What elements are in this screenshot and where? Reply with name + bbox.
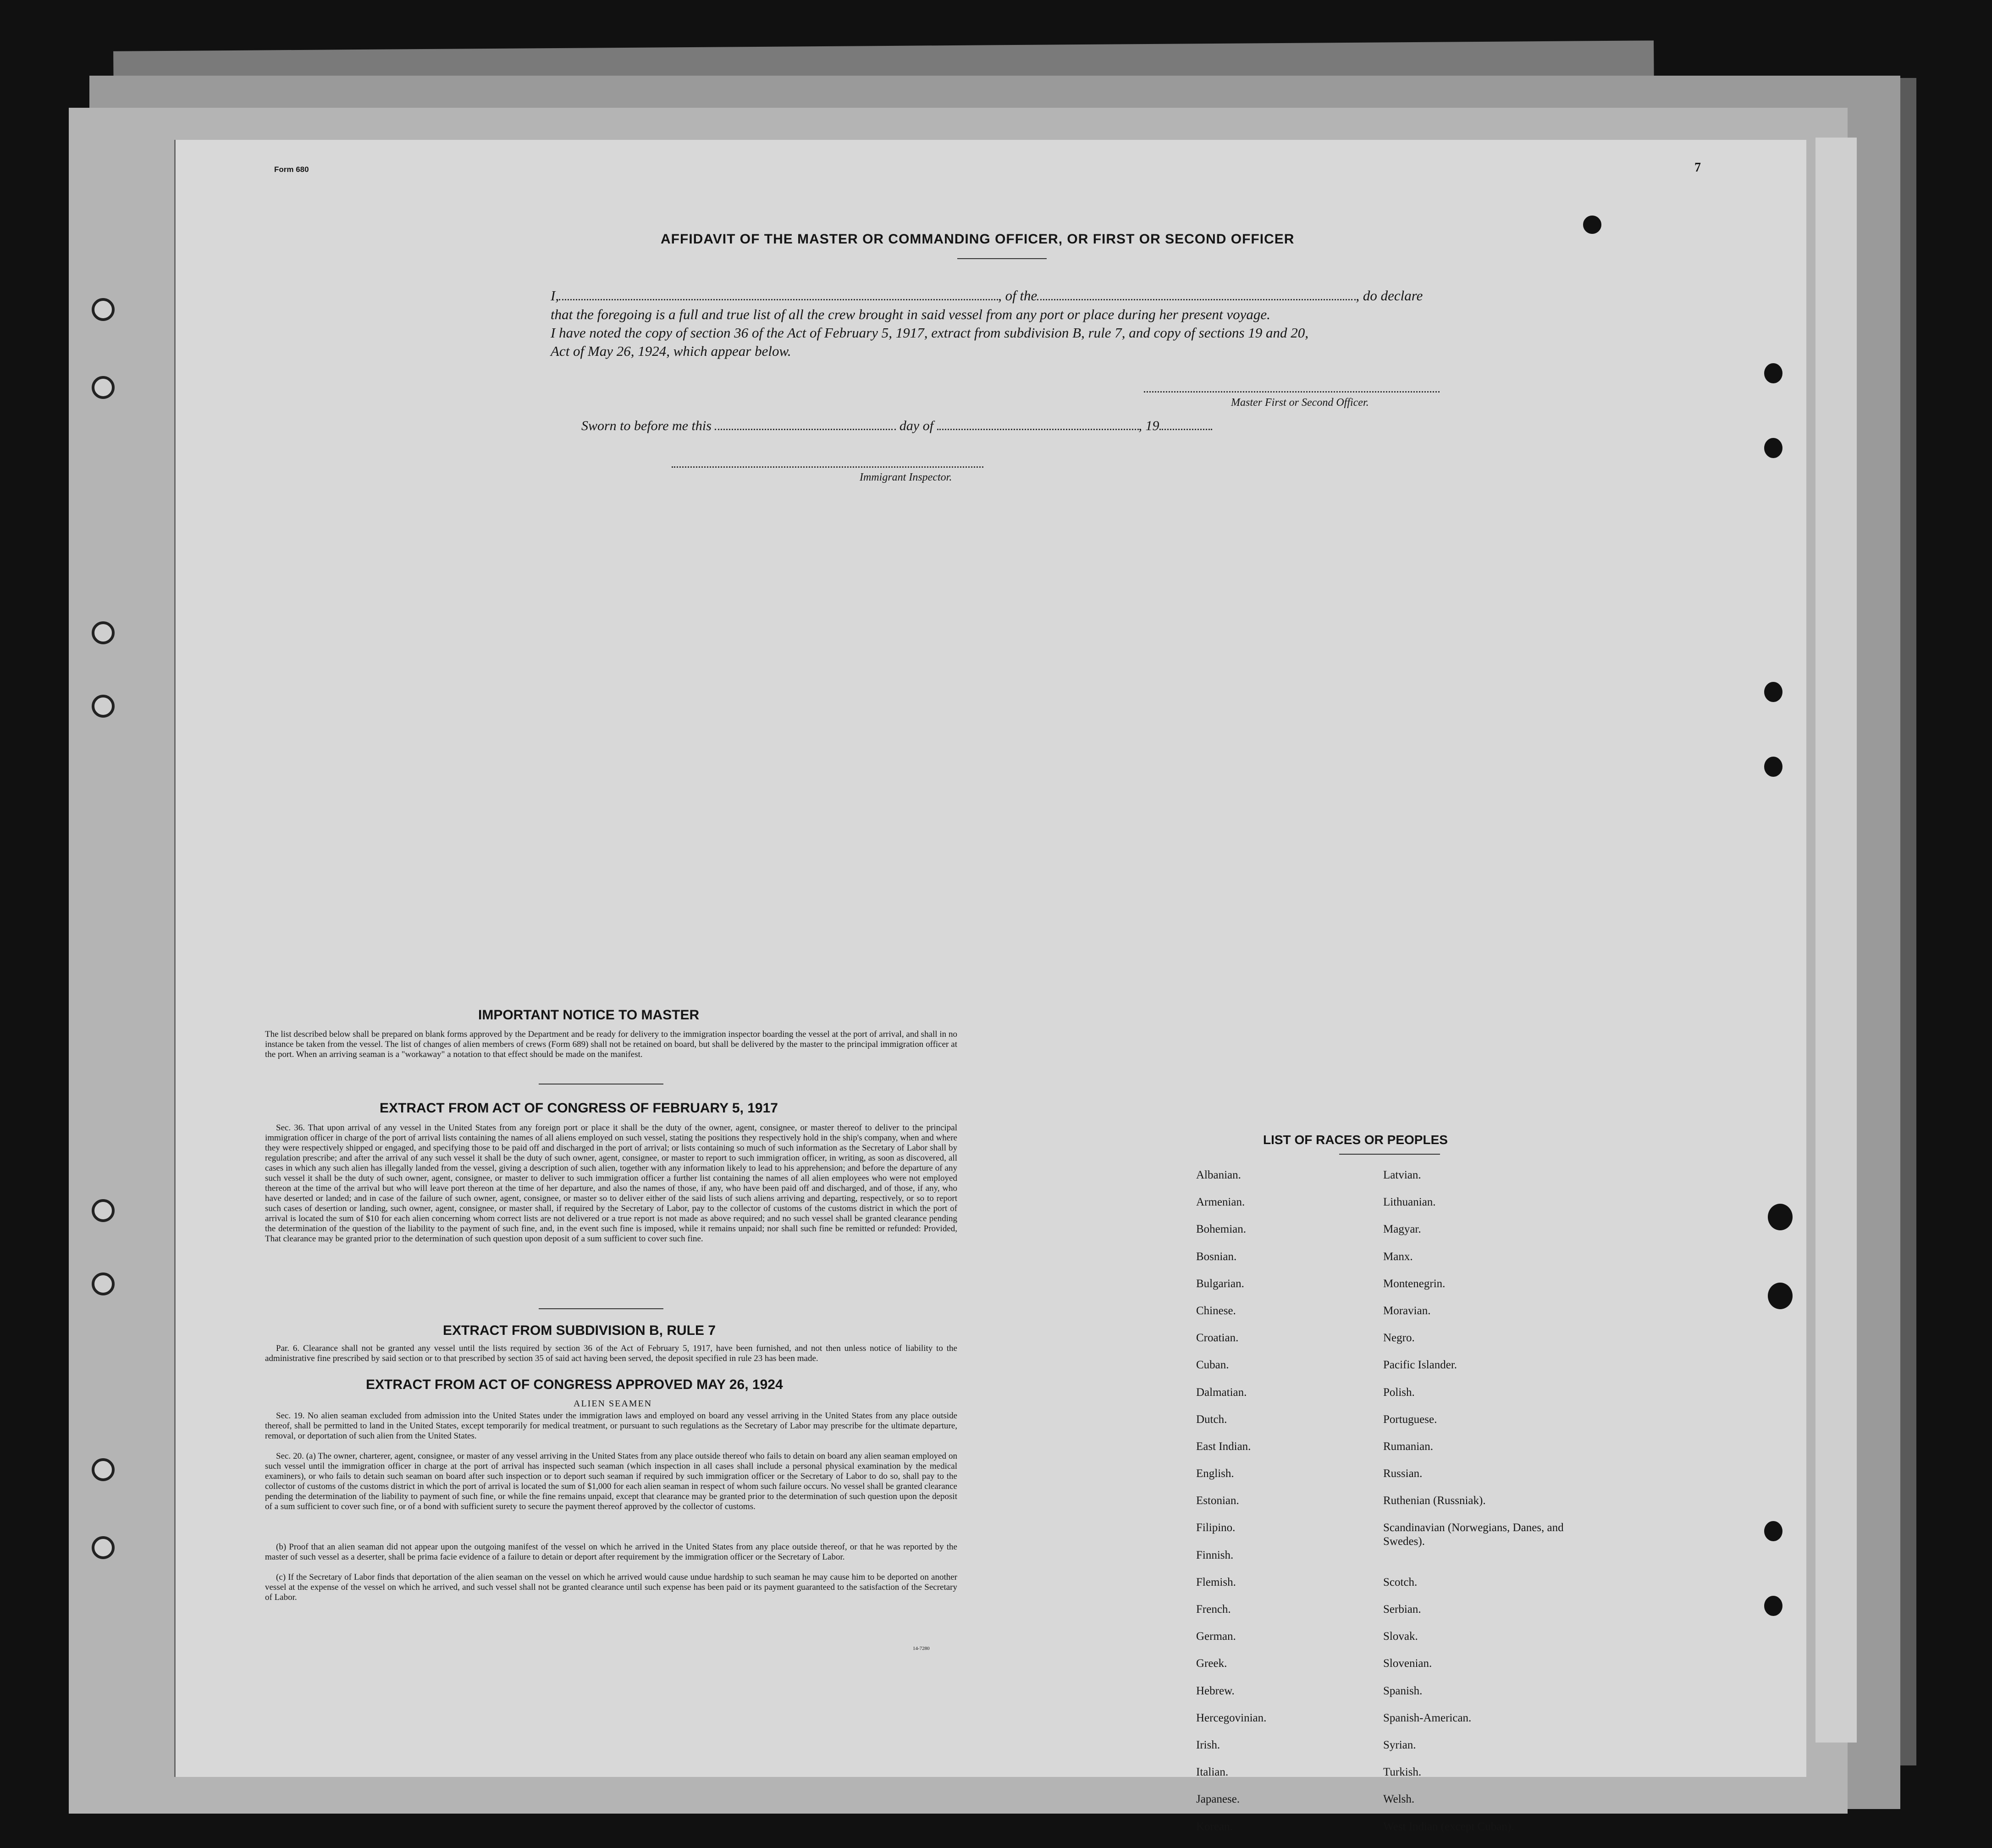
race-item: West Indian (except Cuban). — [1383, 1820, 1514, 1833]
binder-hole — [92, 1199, 115, 1222]
affidavit-of-the: , of the — [998, 288, 1037, 304]
extract-1924-sec-20a: Sec. 20. (a) The owner, charterer, agent, consignee, or master of any vessel arriving in the United States from any place outside thereof who fails to detain on board any alien seaman employed on such vessel until the immigration officer in charge at the port of arrival has inspected such seaman (which inspection in all cases shall include a personal physical examination by the medical examiners), or who fails to detain such seaman on board after such inspection or to deport such seaman if required by such immigration officer or the Secretary of Labor to do so, shall pay to the collector of customs of the customs district in which the port of arrival is located the sum of $1,000 for each alien seaman in respect of whom such failure occurs. No vessel shall be granted clearance pending the determination of the liability to payment of such fine, or while the fine remains unpaid, except that clearance may be granted prior to the determination of such question upon the deposit of a sum sufficient to cover such fine, or of a bond with sufficient surety to secure the payment thereof approved by the collector of customs. — [265, 1451, 957, 1511]
punch-hole — [1764, 757, 1782, 777]
race-item: Bulgarian. — [1196, 1277, 1244, 1290]
binder-hole — [92, 1458, 115, 1481]
race-item: Turkish. — [1383, 1766, 1422, 1779]
binder-hole — [92, 621, 115, 644]
race-item: Estonian. — [1196, 1494, 1239, 1507]
race-item: Filipino. — [1196, 1522, 1236, 1534]
race-item: Spanish-American. — [1383, 1711, 1472, 1724]
races-column-1 — [1196, 1168, 1266, 1847]
race-item: English. — [1196, 1467, 1234, 1480]
rule-7-heading: EXTRACT FROM SUBDIVISION B, RULE 7 — [443, 1323, 716, 1338]
corner-mark: 7 — [1694, 160, 1701, 175]
races-rule — [1339, 1154, 1440, 1155]
race-item: Montenegrin. — [1383, 1277, 1446, 1290]
alien-seamen-heading: ALIEN SEAMEN — [574, 1399, 652, 1409]
affidavit-do-declare: , do declare — [1356, 288, 1423, 304]
master-signature-field[interactable] — [1144, 391, 1440, 393]
race-item: Ruthenian (Russniak). — [1383, 1494, 1486, 1507]
race-item: Cuban. — [1196, 1359, 1229, 1372]
punch-hole — [1764, 1521, 1782, 1541]
race-item: Lithuanian. — [1383, 1196, 1436, 1209]
extract-1917-heading: EXTRACT FROM ACT OF CONGRESS OF FEBRUARY 5, 1917 — [380, 1101, 778, 1116]
extract-1924-sec-19: Sec. 19. No alien seaman excluded from admission into the United States under the immigration laws and employed on board any vessel arriving in the United States from any place outside thereof, shall be permitted to land in the United States, except temporarily for medical treatment, or pursuant to such regulations as the Secretary of Labor may prescribe for the ultimate departure, removal, or deportation of such alien from the United States. — [265, 1411, 957, 1441]
race-item: Slovak. — [1383, 1630, 1418, 1643]
race-item: Albanian. — [1196, 1169, 1241, 1181]
notice-text: The list described below shall be prepared on blank forms approved by the Department and be ready for delivery to the immigration inspector boarding the vessel at the port of arrival, and shall in no instance be taken from the vessel. The list of changes of alien members of crews (Form 689) shall not be retained on board, but shall be delivered by the master to the principal immigration officer at the port. When an arriving seaman is a "workaway" a notation to that effect should be made on the manifest. — [265, 1029, 957, 1059]
race-item: Serbian. — [1383, 1603, 1421, 1616]
race-item: Greek. — [1196, 1657, 1227, 1670]
master-caption: Master First or Second Officer. — [1231, 397, 1369, 409]
race-item: Scotch. — [1383, 1576, 1418, 1588]
affidavit-line-4: Act of May 26, 1924, which appear below. — [551, 343, 791, 359]
punch-hole — [1764, 438, 1782, 458]
extract-1917-text: Sec. 36. That upon arrival of any vessel in the United States from any foreign port or place it shall be the duty of the owner, agent, consignee, or master thereof to deliver to the principal immigration officer in charge of the port of arrival lists containing the names of all aliens employed on such vessel, stating the positions they respectively hold in the ship's company, when and where they were respectively shipped or engaged, and specifying those to be paid off and discharged in the port of arrival; or lists containing so much of such information as the Secretary of Labor shall by regulation prescribe; and after the arrival of any such vessel it shall be the duty of such owner, agent, consignee, or master to report to such immigration officer, in writing, as soon as discovered, all cases in which any such alien has illegally landed from the vessel, giving a description of such alien, together with any information likely to lead to his apprehension; and before the departure of any such vessel it shall be the duty of such owner, agent, consignee, or master to deliver to such immigration officer a further list containing the names of all alien employees who were not employed thereon at the time of the arrival but who will leave port thereon at the time of her departure, and also the names of those, if any, who have been paid off and discharged, and of those, if any, who have deserted or landed; and in case of the failure of such owner, agent, consignee, or master so to deliver either of the said lists of such aliens arriving and departing, respectively, or so to report such cases of desertion or landing, such owner, agent, consignee, or master shall, if required by the Secretary of Labor, pay to the collector of customs of the customs district in which the port of arrival is located the sum of $10 for each alien concerning whom correct lists are not delivered or a true report is not made as above required; and no such vessel shall be granted clearance pending the determination of the question of the liability to the payment of such fine, and, in the event such fine is imposed, while it remains unpaid; nor shall such fine be remitted or refunded: Provided, That clearance may be granted prior to the determination of such question upon deposit of a sum sufficient to cover such fine. — [265, 1123, 957, 1244]
master-name-field[interactable] — [559, 299, 998, 300]
race-item: Italian. — [1196, 1766, 1229, 1779]
race-item: Dutch. — [1196, 1413, 1227, 1426]
races-column-2 — [1383, 1168, 1580, 1847]
binder-hole — [92, 1273, 115, 1295]
sworn-day-field[interactable] — [715, 429, 896, 430]
notice-heading: IMPORTANT NOTICE TO MASTER — [478, 1007, 700, 1023]
extract-1924-sec-20c: (c) If the Secretary of Labor finds that deportation of the alien seaman on the vessel on which he arrived would cause undue hardship to such seaman he may cause him to be deported on another vessel at the expense of the vessel on which he arrived, and such vessel shall not be granted clearance until such expense has been paid or its payment guaranteed to the satisfaction of the Secretary of Labor. — [265, 1572, 957, 1602]
sworn-month-field[interactable] — [937, 429, 1139, 430]
race-item: Syrian. — [1383, 1738, 1416, 1751]
extract-1924-sec-20b: (b) Proof that an alien seaman did not appear upon the outgoing manifest of the vessel on which he arrived in the United States from any place outside thereof, or that he was reported by the master of such vessel as a deserter, shall be prima facie evidence of a failure to detain or deport after requirement by the immigration officer or the Secretary of Labor. — [265, 1542, 957, 1562]
race-item: East Indian. — [1196, 1440, 1251, 1453]
race-item: Hercegovinian. — [1196, 1711, 1267, 1724]
race-item: Slovenian. — [1383, 1657, 1432, 1670]
race-item: Pacific Islander. — [1383, 1359, 1457, 1372]
race-item: Moravian. — [1383, 1304, 1431, 1317]
race-item: Rumanian. — [1383, 1440, 1434, 1453]
race-item: French. — [1196, 1603, 1231, 1616]
race-item: Russian. — [1383, 1467, 1423, 1480]
affidavit-line-2: that the foregoing is a full and true list of all the crew brought in said vessel from any port or place during her present voyage. — [551, 306, 1270, 322]
binder-hole — [92, 376, 115, 399]
race-item: Dalmatian. — [1196, 1386, 1247, 1399]
race-item: Magyar. — [1383, 1223, 1421, 1236]
punch-hole — [1768, 1204, 1793, 1230]
race-item: Croatian. — [1196, 1332, 1239, 1345]
form-number: Form 680 — [274, 165, 309, 174]
extract-1917-rule — [539, 1308, 663, 1309]
race-item: Latvian. — [1383, 1169, 1421, 1181]
race-item: Hebrew. — [1196, 1684, 1235, 1697]
sworn-year-label: , 19 — [1138, 418, 1159, 433]
race-item: Finnish. — [1196, 1549, 1234, 1561]
sworn-year-field[interactable] — [1159, 429, 1212, 430]
sworn-line — [581, 418, 1212, 434]
race-item: Polish. — [1383, 1386, 1415, 1399]
binder-hole — [92, 1536, 115, 1559]
race-item: Portuguese. — [1383, 1413, 1437, 1426]
race-item: Welsh. — [1383, 1793, 1415, 1806]
rule-7-text: Par. 6. Clearance shall not be granted any vessel until the lists required by section 36 of the Act of February 5, 1917, have been furnished, and not then unless notice of liability to the administrative fine prescribed by said section or to that prescribed by section 35 of said act having been served, the deposit specified in rule 23 has been made. — [265, 1344, 957, 1363]
extract-1924-heading: EXTRACT FROM ACT OF CONGRESS APPROVED MAY 26, 1924 — [366, 1377, 783, 1392]
races-heading: LIST OF RACES OR PEOPLES — [1263, 1133, 1448, 1147]
punch-hole — [1768, 1283, 1793, 1309]
punch-hole — [1764, 363, 1782, 383]
race-item: Scandinavian (Norwegians, Danes, and Swedes). — [1383, 1522, 1564, 1548]
manifest-sheet — [174, 140, 1806, 1833]
title-rule — [957, 258, 1047, 259]
inspector-signature-field[interactable] — [672, 466, 983, 468]
race-item: Bosnian. — [1196, 1250, 1237, 1263]
punch-hole — [1764, 682, 1782, 702]
race-item: Armenian. — [1196, 1196, 1245, 1209]
race-item: Korean. — [1196, 1820, 1233, 1833]
inspector-caption: Immigrant Inspector. — [860, 471, 952, 483]
race-item: Japanese. — [1196, 1793, 1240, 1806]
race-item: Bohemian. — [1196, 1223, 1247, 1236]
affidavit-title: AFFIDAVIT OF THE MASTER OR COMMANDING OFFICER, OR FIRST OR SECOND OFFICER — [661, 232, 1295, 247]
page-edge-strip — [1815, 138, 1857, 1743]
print-number: 14-7280 — [913, 1646, 930, 1651]
race-item: Manx. — [1383, 1250, 1413, 1263]
race-item: Chinese. — [1196, 1304, 1236, 1317]
vessel-name-field[interactable] — [1037, 299, 1356, 300]
affidavit-i: I, — [551, 288, 559, 304]
binder-hole — [92, 298, 115, 321]
race-item: German. — [1196, 1630, 1236, 1643]
race-item: Irish. — [1196, 1738, 1220, 1751]
race-item: Negro. — [1383, 1332, 1415, 1345]
sworn-day-label: day of — [899, 418, 934, 433]
binder-hole — [92, 695, 115, 718]
punch-hole — [1583, 216, 1601, 234]
race-item: Spanish. — [1383, 1684, 1423, 1697]
sworn-prefix: Sworn to before me this — [581, 418, 712, 433]
affidavit-line-3: I have noted the copy of section 36 of the Act of February 5, 1917, extract from subdivision B, rule 7, and copy of sections 19 and 20, — [551, 325, 1309, 341]
affidavit-line-1 — [551, 288, 1423, 304]
punch-hole — [1764, 1596, 1782, 1616]
race-item: Flemish. — [1196, 1576, 1236, 1588]
